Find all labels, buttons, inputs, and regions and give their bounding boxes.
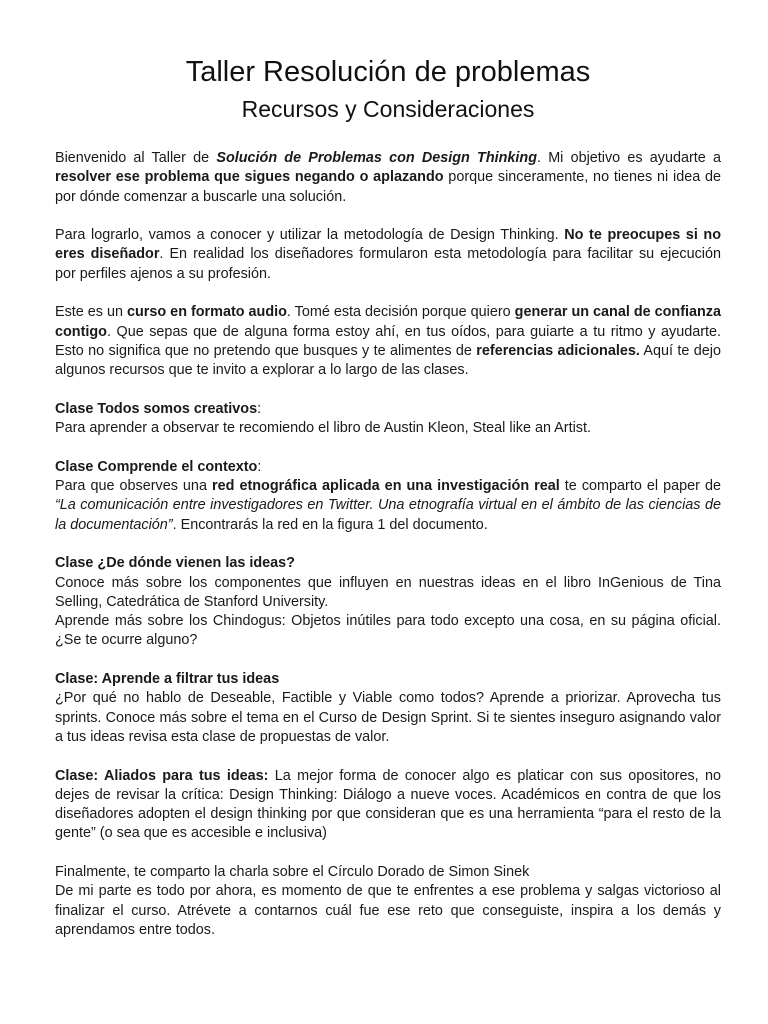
section-filtrar-heading: Clase: Aprende a filtrar tus ideas [55,671,280,688]
contexto-text-2: te comparto el paper de [559,478,721,495]
section-contexto [55,458,721,535]
contexto-text-3: . Encontrarás la red en la figura 1 del documento. [172,516,488,533]
intro-course-name: Solución de Problemas con Design Thinking [216,150,537,166]
audio-emphasis-2: generar un canal de confianza contigo [55,304,721,340]
method-emphasis: No te preocupes si no eres diseñador [55,227,721,263]
audio-emphasis-1: curso en formato audio [127,304,287,321]
closing-text-2: De mi parte es todo por ahora, es momento de que te enfrentes a ese problema y salgas victorioso al finalizar el curso. Atrévete a contarnos cuál fue ese reto que conseguiste, inspira a los demás y aprendamos entre todos. [55,883,721,938]
section-creativos-heading: Clase Todos somos creativos [55,400,258,417]
audio-emphasis-3: referencias adicionales. [476,342,640,359]
section-contexto-heading: Clase Comprende el contexto [55,458,258,475]
intro-emphasis: resolver ese problema que sigues negando o aplazando [55,169,444,186]
method-text-2: . En realidad los diseñadores formularon esta metodología para facilitar su ejecución por perfiles ajenos a su profesión. [55,246,721,282]
intro-text-1: Bienvenido al Taller de [55,150,217,166]
contexto-text-1: Para que observes una [55,478,212,495]
audio-paragraph [55,303,721,380]
section-contexto-text [55,477,721,535]
section-ideas-text-1: Conoce más sobre los componentes que influyen en nuestras ideas en el libro InGenious de Tina Selling, Catedrática de Stanford University. [55,574,721,610]
section-aliados [55,767,721,844]
contexto-emphasis: red etnográfica aplicada en una investigación real [212,478,560,495]
section-filtrar-text: ¿Por qué no hablo de Deseable, Factible y Viable como todos? Aprende a priorizar. Aprovecha tus sprints. Conoce más sobre el tema en el Curso de Design Sprint. Si te sientes inseguro asignando valor a tus ideas revisa esta clase de propuestas de valor. [55,690,721,745]
method-text-1: Para lograrlo, vamos a conocer y utilizar la metodología de Design Thinking. [55,227,565,244]
section-creativos-text: Para aprender a observar te recomiendo el libro de Austin Kleon, Steal like an Artist. [55,420,591,437]
closing-text-1: Finalmente, te comparto la charla sobre el Círculo Dorado de Simon Sinek [55,863,530,880]
audio-text-4: Aquí te dejo algunos recursos que te invito a explorar a lo largo de las clases. [55,342,721,379]
closing-section [55,863,721,940]
section-filtrar [55,670,721,747]
section-creativos-colon: : [257,400,262,417]
audio-text-3: . Que sepas que de alguna forma estoy ahí, en tus oídos, para guiarte a tu ritmo y ayudarte. Esto no significa que no pretendo que busques y te alimentes de [55,323,721,359]
section-ideas [55,554,721,650]
audio-text-2: . Tomé esta decisión porque quiero [286,304,515,321]
intro-text-3: porque sinceramente, no tienes ni idea de por dónde comenzar a buscarle una solución. [55,169,721,205]
intro-text-2: . Mi objetivo es ayudarte a [537,150,721,166]
contexto-paper-title: “La comunicación entre investigadores en Twitter. Una etnografía virtual en el ámbito de las ciencias de la documentación” [55,497,721,533]
method-paragraph [55,226,721,284]
audio-text-1: Este es un [55,304,127,321]
section-ideas-text-2: Aprende más sobre los Chindogus: Objetos inútiles para todo excepto una cosa, en su página oficial. ¿Se te ocurre alguno? [55,613,721,649]
document-title: Taller Resolución de problemas [185,56,591,88]
section-aliados-text: La mejor forma de conocer algo es platicar con sus opositores, no dejes de revisar la crítica: Design Thinking: Diálogo a nueve voces. Académicos en contra de que los diseñadores adopten el design thinking por que consideran que es una herramienta “para el resto de la gente” (o sea que es accesible e inclusiva) [55,767,722,842]
section-creativos [55,400,721,439]
document-subtitle: Recursos y Consideraciones [241,96,535,122]
section-ideas-heading: Clase ¿De dónde vienen las ideas? [55,555,295,572]
section-contexto-colon: : [257,458,262,475]
intro-paragraph [55,149,721,207]
document-body [55,149,721,940]
section-aliados-heading: Clase: Aliados para tus ideas: [55,767,269,784]
